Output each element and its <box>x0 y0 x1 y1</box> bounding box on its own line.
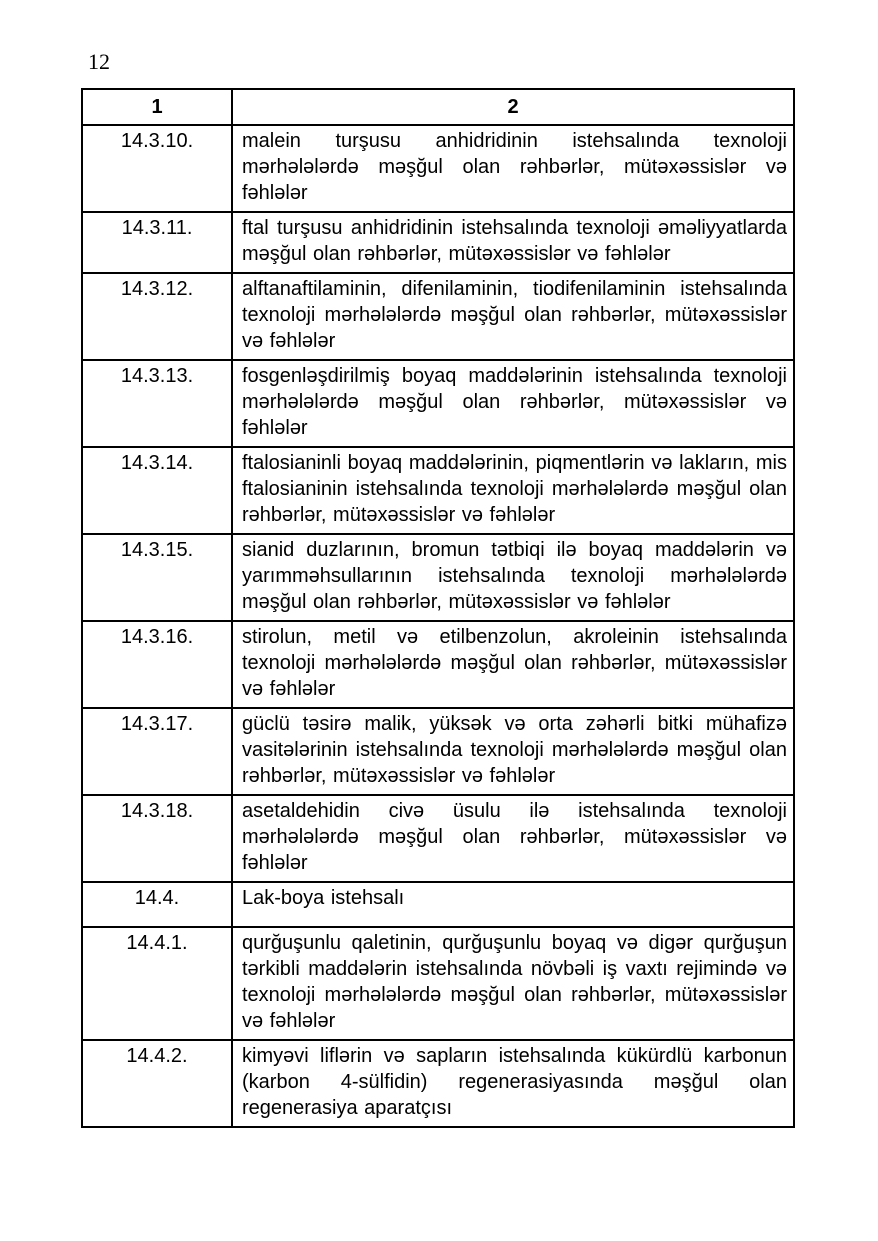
table-row <box>82 534 794 621</box>
row-description: güclü təsirə malik, yüksək və orta zəhərli bitki mühafizə vasitələrinin istehsalında texnoloji mərhələlərdə məşğul olan rəhbərlər, mütəxəssislər və fəhlələr <box>232 708 794 795</box>
table-row <box>82 708 794 795</box>
page-number: 12 <box>88 49 110 74</box>
column-header-2: 2 <box>232 89 794 125</box>
row-index: 14.4. <box>82 882 232 927</box>
table-row <box>82 927 794 1040</box>
row-description: qurğuşunlu qaletinin, qurğuşunlu boyaq və digər qurğuşun tərkibli maddələrin istehsalında növbəli iş vaxtı rejimində və texnoloji mərhələlərdə məşğul olan rəhbərlər, mütəxəssislər və fəhlələr <box>232 927 794 1040</box>
row-index: 14.3.16. <box>82 621 232 708</box>
occupations-table <box>81 88 795 1128</box>
table-row <box>82 125 794 212</box>
row-index: 14.4.2. <box>82 1040 232 1127</box>
row-index: 14.3.11. <box>82 212 232 273</box>
row-description: kimyəvi liflərin və sapların istehsalında kükürdlü karbonun (karbon 4-sülfidin) regenerasiyasında məşğul olan regenerasiya aparatçısı <box>232 1040 794 1127</box>
row-index: 14.3.15. <box>82 534 232 621</box>
table-row <box>82 447 794 534</box>
row-description: ftalosianinli boyaq maddələrinin, piqmentlərin və lakların, mis ftalosianinin istehsalında texnoloji mərhələlərdə məşğul olan rəhbərlər, mütəxəssislər və fəhlələr <box>232 447 794 534</box>
table-row <box>82 360 794 447</box>
table-header-row <box>82 89 794 125</box>
row-index: 14.3.14. <box>82 447 232 534</box>
row-index: 14.3.10. <box>82 125 232 212</box>
table-row <box>82 621 794 708</box>
row-index: 14.3.13. <box>82 360 232 447</box>
column-header-1: 1 <box>82 89 232 125</box>
row-description: ftal turşusu anhidridinin istehsalında texnoloji əməliyyatlarda məşğul olan rəhbərlər, mütəxəssislər və fəhlələr <box>232 212 794 273</box>
section-title: Lak-boya istehsalı <box>232 882 794 927</box>
row-description: alftanaftilaminin, difenilaminin, tiodifenilaminin istehsalında texnoloji mərhələlərdə məşğul olan rəhbərlər, mütəxəssislər və fəhlələr <box>232 273 794 360</box>
table-row <box>82 273 794 360</box>
table-row <box>82 212 794 273</box>
row-index: 14.3.17. <box>82 708 232 795</box>
row-index: 14.3.12. <box>82 273 232 360</box>
row-description: stirolun, metil və etilbenzolun, akroleinin istehsalında texnoloji mərhələlərdə məşğul olan rəhbərlər, mütəxəssislər və fəhlələr <box>232 621 794 708</box>
row-description: sianid duzlarının, bromun tətbiqi ilə boyaq maddələrin və yarımməhsullarının istehsalında texnoloji mərhələlərdə məşğul olan rəhbərlər, mütəxəssislər və fəhlələr <box>232 534 794 621</box>
table-row <box>82 1040 794 1127</box>
row-description: malein turşusu anhidridinin istehsalında texnoloji mərhələlərdə məşğul olan rəhbərlər, mütəxəssislər və fəhlələr <box>232 125 794 212</box>
row-description: fosgenləşdirilmiş boyaq maddələrinin istehsalında texnoloji mərhələlərdə məşğul olan rəhbərlər, mütəxəssislər və fəhlələr <box>232 360 794 447</box>
table-section-row <box>82 882 794 927</box>
row-index: 14.3.18. <box>82 795 232 882</box>
row-description: asetaldehidin civə üsulu ilə istehsalında texnoloji mərhələlərdə məşğul olan rəhbərlər, mütəxəssislər və fəhlələr <box>232 795 794 882</box>
table-row <box>82 795 794 882</box>
row-index: 14.4.1. <box>82 927 232 1040</box>
